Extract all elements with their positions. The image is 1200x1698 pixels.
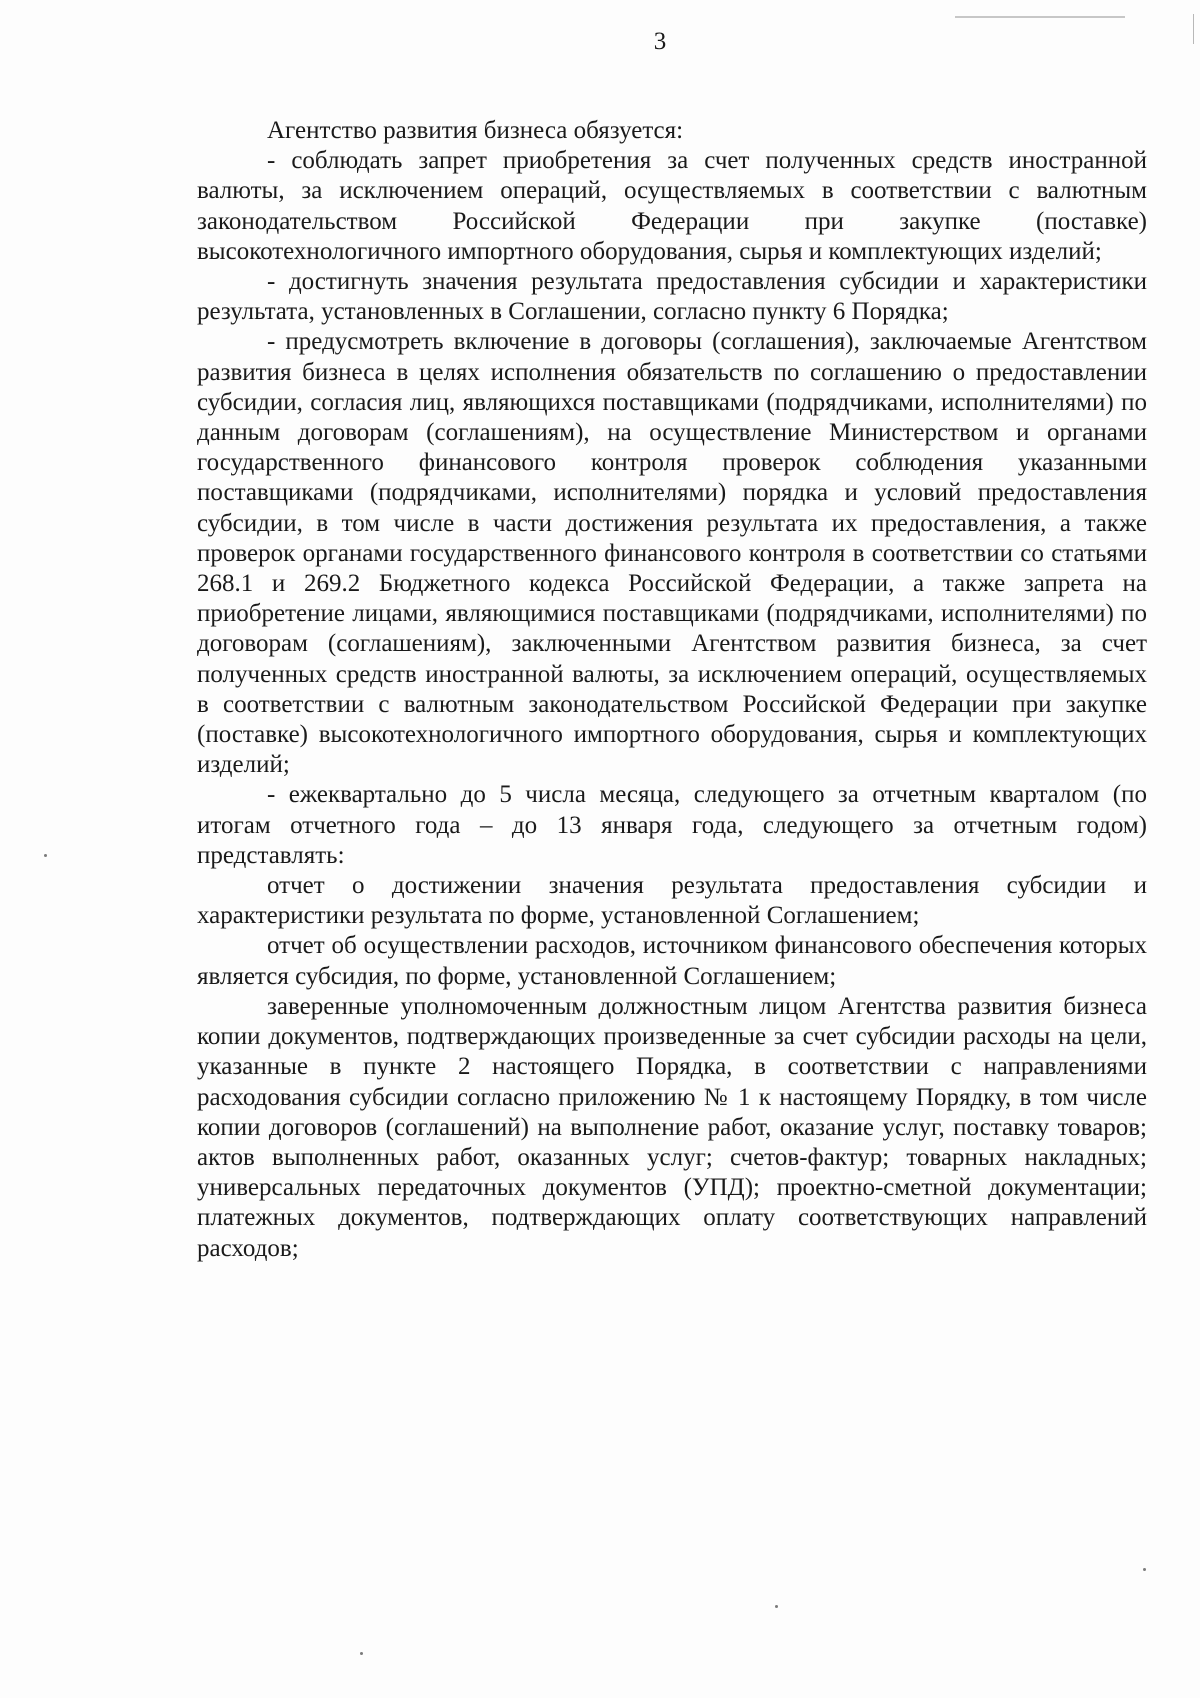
paragraph-result-report: отчет о достижении значения результата предоставления субсидии и характеристики результата по форме, установленной Соглашением; bbox=[197, 872, 1147, 930]
paragraph-currency-ban: - соблюдать запрет приобретения за счет полученных средств иностранной валюты, за исключением операций, осуществляемых в соответствии с валютным законодательством Российской Федерации при закупке (поставке) высокотехнологичного импортного оборудования, сырья и комплектующих изделий; bbox=[197, 147, 1147, 265]
page-number: 3 bbox=[653, 28, 667, 55]
paragraph-certified-copies: заверенные уполномоченным должностным лицом Агентства развития бизнеса копии документов, подтверждающих произведенные за счет субсидии расходы на цели, указанные в пункте 2 настоящего Порядка, в соответствии с направлениями расходования субсидии согласно приложению № 1 к настоящему Порядку, в том числе копии договоров (соглашений) на выполнение работ, оказание услуг, поставку товаров; актов выполненных работ, оказанных услуг; счетов-фактур; товарных накладных; универсальных передаточных документов (УПД); проектно-сметной документации; платежных документов, подтверждающих оплату соответствующих направлений расходов; bbox=[197, 992, 1147, 1262]
paragraph-result-achievement: - достигнуть значения результата предоставления субсидии и характеристики результата, установленных в Соглашении, согласно пункту 6 Порядка; bbox=[197, 268, 1147, 326]
paragraph-obligations-intro: Агентство развития бизнеса обязуется: bbox=[267, 117, 684, 144]
paragraph-expense-report: отчет об осуществлении расходов, источником финансового обеспечения которых является субсидия, по форме, установленной Соглашением; bbox=[197, 932, 1147, 990]
paragraph-contract-consent: - предусмотреть включение в договоры (соглашения), заключаемые Агентством развития бизнеса в целях исполнения обязательств по соглашению о предоставлении субсидии, согласия лиц, являющихся поставщиками (подрядчиками, исполнителями) по данным договорам (соглашениям), на осуществление Министерством и органами государственного финансового контроля проверок соблюдения указанными поставщиками (подрядчиками, исполнителями) порядка и условий предоставления субсидии, в том числе в части достижения результата их предоставления, а также проверок органами государственного финансового контроля в соответствии со статьями 268.1 и 269.2 Бюджетного кодекса Российской Федерации, а также запрета на приобретение лицами, являющимися поставщиками (подрядчиками, исполнителями) по договорам (соглашениям), заключенными Агентством развития бизнеса, за счет полученных средств иностранной валюты, за исключением операций, осуществляемых в соответствии с валютным законодательством Российской Федерации при закупке (поставке) высокотехнологичного импортного оборудования, сырья и комплектующих изделий; bbox=[197, 328, 1147, 779]
scan-speck bbox=[1143, 1568, 1146, 1571]
scan-artifact-line bbox=[955, 16, 1125, 18]
scan-speck bbox=[44, 854, 47, 857]
paragraph-quarterly-reporting: - ежеквартально до 5 числа месяца, следующего за отчетным кварталом (по итогам отчетного года – до 13 января года, следующего за отчетным годом) представлять: bbox=[197, 781, 1147, 869]
document-body bbox=[197, 116, 1147, 1264]
scan-speck bbox=[775, 1605, 778, 1608]
scan-speck bbox=[360, 1652, 363, 1655]
